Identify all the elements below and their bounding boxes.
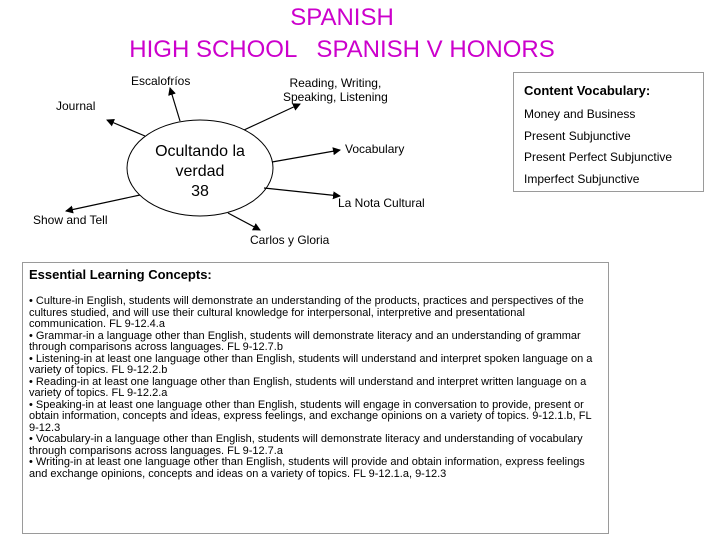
spoke-reading-line1: Reading, Writing,	[289, 76, 382, 90]
spoke-vocabulary: Vocabulary	[345, 142, 405, 156]
arrow-escalofrios	[170, 88, 180, 121]
content-vocabulary-heading: Content Vocabulary:	[524, 83, 651, 98]
arrow-show-and-tell	[66, 195, 140, 211]
page-title-line1: SPANISH	[290, 4, 394, 31]
elc-bullet-grammar: • Grammar-in a language other than English, students will demonstrate literacy and an understanding of grammar through comparisons across languages. FL 9-12.7.b	[29, 329, 581, 353]
arrow-nota-cultural	[264, 188, 340, 196]
elc-bullet-reading: • Reading-in at least one language other than English, students will understand and interpret written language on a variety of topics. FL 9-12.2.a	[29, 375, 587, 399]
spoke-escalofrios: Escalofríos	[131, 74, 191, 88]
arrow-vocabulary	[272, 150, 340, 162]
arrow-journal	[107, 120, 145, 136]
vocab-item: Present Perfect Subjunctive	[524, 150, 673, 164]
center-line-1: Ocultando la	[155, 143, 245, 160]
spoke-carlos-gloria: Carlos y Gloria	[250, 233, 330, 247]
elc-bullet-vocabulary: • Vocabulary-in a language other than English, students will demonstrate literacy and understanding of vocabulary through comparisons across languages. FL 9-12.7.a	[29, 433, 583, 457]
arrow-reading	[244, 104, 300, 130]
arrow-carlos-gloria	[228, 213, 260, 230]
spoke-show-and-tell: Show and Tell	[33, 213, 108, 227]
elc-bullet-listening: • Listening-in at least one language other than English, students will understand and interpret spoken language on a variety of topics. FL 9-12.2.b	[29, 352, 593, 376]
spoke-reading-line2: Speaking, Listening	[283, 90, 388, 104]
spoke-journal: Journal	[56, 99, 96, 113]
elc-bullet-speaking: • Speaking-in at least one language other than English, students will engage in conversation to provide, present or obtain information, concepts and ideas, express feelings, and exchange opinions on a variety of topics. 9-12.1.b, FL 9-12.3	[29, 398, 592, 434]
essential-learning-box	[22, 262, 609, 534]
vocab-item: Present Subjunctive	[524, 129, 631, 143]
center-line-3: 38	[191, 183, 209, 200]
spoke-nota-cultural: La Nota Cultural	[338, 196, 425, 210]
content-vocabulary-box	[513, 72, 704, 192]
elc-bullet-writing: • Writing-in at least one language other than English, students will provide and obtain information, express feelings and exchange opinions, concepts and ideas on a variety of topics. FL 9-12.1.a, 9-12.3	[29, 456, 585, 480]
elc-bullet-culture: • Culture-in English, students will demonstrate an understanding of the products, practices and perspectives of the cultures studied, and will use their cultural knowledge for interpersonal, interpretive and presentational communication. FL 9-12.4.a	[29, 295, 584, 330]
page-title-line2: HIGH SCHOOL SPANISH V HONORS	[129, 36, 555, 63]
spoke-reading	[283, 76, 388, 104]
vocab-item: Money and Business	[524, 107, 636, 121]
vocab-item: Imperfect Subjunctive	[524, 172, 640, 186]
essential-learning-heading: Essential Learning Concepts:	[29, 267, 212, 282]
center-topic	[138, 142, 262, 202]
center-line-2: verdad	[175, 163, 225, 180]
